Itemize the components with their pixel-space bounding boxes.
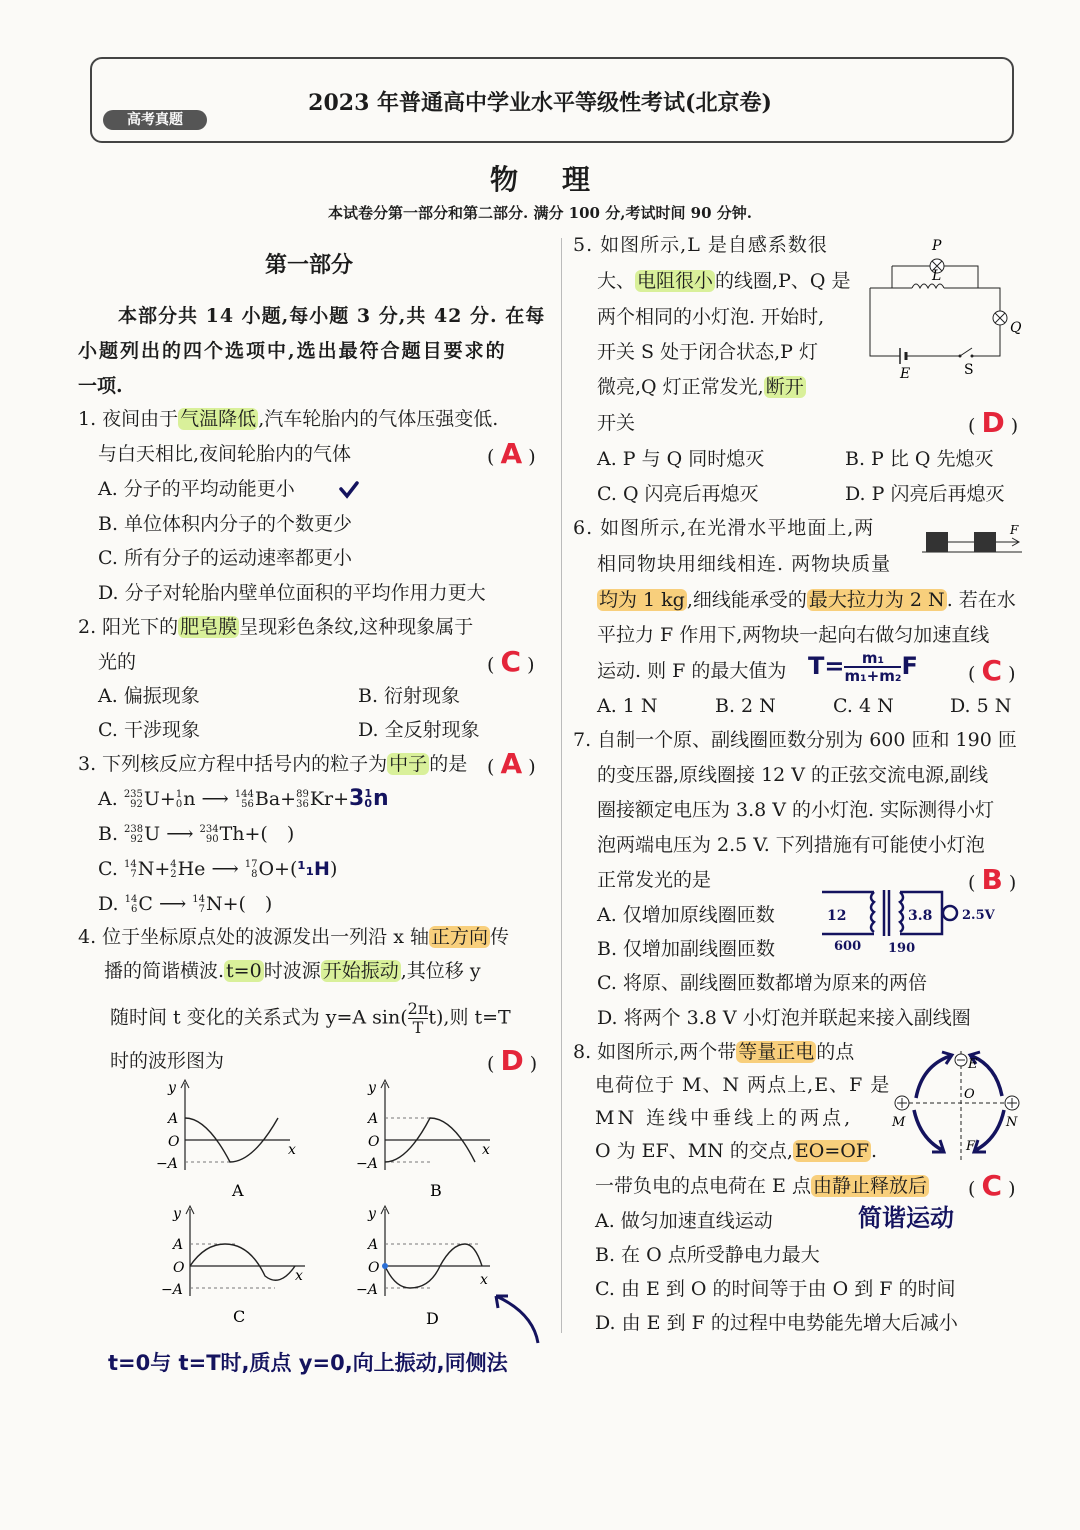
q1-option-a: A. 分子的平均动能更小 <box>98 478 295 500</box>
part-intro-1: 本部分共 14 小题,每小题 3 分,共 42 分. 在每 <box>118 305 546 327</box>
svg-text:−A: −A <box>356 1282 378 1298</box>
svg-text:y: y <box>368 1080 376 1096</box>
q6-stem-1: 6. 如图所示,在光滑水平地面上,两 <box>573 517 875 539</box>
svg-text:−A: −A <box>161 1282 183 1298</box>
subject-title: 物理 <box>489 163 634 196</box>
svg-text:x: x <box>482 1142 490 1158</box>
svg-text:12: 12 <box>827 908 847 924</box>
svg-text:x: x <box>480 1272 488 1288</box>
q2-option-c: C. 干涉现象 <box>98 719 200 741</box>
svg-text:A: A <box>368 1237 379 1253</box>
q4-stem-3: 随时间 t 变化的关系式为 y=A $\sin(\frac{2\pi}{T}$ t),则 t=T <box>110 999 511 1037</box>
q5-stem-1: 5. 如图所示,L 是自感系数很 <box>573 234 828 256</box>
q7-stem-2: 的变压器,原线圈接 12 V 的正弦交流电源,副线 <box>597 764 989 786</box>
svg-text:S: S <box>964 362 974 378</box>
q6-option-d: D. 5 N <box>950 695 1012 717</box>
q8-answer: ( C ) <box>968 1169 1016 1202</box>
q6-stem-3: 均为 1 kg ,细线能承受的 最大拉力为 2 N . 若在水 <box>599 589 1016 611</box>
q1-option-c: C. 所有分子的运动速率都更小 <box>98 547 352 569</box>
q2-stem-2: 光的 <box>98 651 137 673</box>
q5-option-c: C. Q 闪亮后再熄灭 <box>597 483 759 505</box>
q8-handwritten-note: 简谐运动 <box>858 1204 954 1232</box>
svg-text:A: A <box>173 1237 184 1253</box>
q2-answer: ( C ) <box>487 645 535 678</box>
check-icon <box>338 480 360 500</box>
q6-handwritten-formula: $T=\frac{\text{m₁}}{\text{m₁+m₂}}$ F <box>808 649 918 685</box>
svg-text:D: D <box>426 1309 439 1328</box>
handwritten-arrow-icon <box>488 1288 548 1348</box>
q5-option-b: B. P 比 Q 先熄灭 <box>845 448 994 470</box>
q7-stem-4: 泡两端电压为 2.5 V. 下列措施有可能使小灯泡 <box>597 834 985 856</box>
q5-stem-2: 大、 电阻很小 的线圈,P、Q 是 <box>597 270 851 292</box>
svg-text:2.5V: 2.5V <box>962 908 995 923</box>
q8-stem-2: 电荷位于 M、N 两点上,E、F 是 <box>595 1074 891 1096</box>
svg-text:N: N <box>1006 1115 1018 1130</box>
q8-option-d: D. 由 E 到 F 的过程中电势能先增大后减小 <box>595 1312 958 1334</box>
svg-text:O: O <box>368 1134 380 1150</box>
q8-stem-3: MN 连线中垂线上的两点, <box>595 1107 854 1129</box>
q2-stem-1: 2. 阳光下的 肥皂膜 呈现彩色条纹,这种现象属于 <box>78 616 474 638</box>
svg-text:C: C <box>233 1307 246 1326</box>
q8-stem-1: 8. 如图所示,两个带 等量正电 的点 <box>573 1041 855 1063</box>
q2-option-d: D. 全反射现象 <box>358 719 480 741</box>
q6-option-b: B. 2 N <box>715 695 776 717</box>
q6-stem-4: 平拉力 F 作用下,两物块一起向右做匀加速直线 <box>597 624 990 646</box>
svg-text:M: M <box>892 1115 906 1130</box>
q7-option-d: D. 将两个 3.8 V 小灯泡并联起来接入副线圈 <box>597 1007 971 1029</box>
q6-stem-5: 运动. 则 F 的最大值为 <box>597 660 787 682</box>
q7-option-a: A. 仅增加原线圈匝数 <box>597 904 775 926</box>
q3-stem: 3. 下列核反应方程中括号内的粒子为 中子 的是 <box>78 753 468 775</box>
q4-stem-4: 时的波形图为 <box>110 1050 225 1072</box>
svg-text:A: A <box>168 1111 179 1127</box>
q6-option-a: A. 1 N <box>597 695 658 717</box>
svg-text:A: A <box>368 1111 379 1127</box>
q3-option-a: A. 235 92U+1 0n ⟶ 144 56Ba+89 36Kr+31 0n <box>98 786 389 811</box>
q3-option-b: B. 238 92U ⟶ 234 90Th+( ) <box>98 823 295 845</box>
q1-stem-2: 与白天相比,夜间轮胎内的气体 <box>98 443 352 465</box>
svg-text:B: B <box>430 1181 442 1200</box>
q7-option-c: C. 将原、副线圈匝数都增为原来的两倍 <box>597 972 927 994</box>
wave-graph-c <box>155 1204 315 1329</box>
q8-option-c: C. 由 E 到 O 的时间等于由 O 到 F 的时间 <box>595 1278 956 1300</box>
q5-stem-5: 微亮,Q 灯正常发光, 断开 <box>597 376 804 398</box>
svg-text:O: O <box>368 1260 380 1276</box>
q4-handwritten-note: t=0与 t=T时,质点 y=0,向上振动,同侧法 <box>108 1351 508 1375</box>
svg-text:A: A <box>232 1181 244 1200</box>
svg-text:O: O <box>168 1134 180 1150</box>
q2-option-a: A. 偏振现象 <box>98 685 200 707</box>
wave-graph-b <box>350 1078 510 1203</box>
q6-answer: ( C ) <box>968 654 1016 687</box>
q8-stem-5: 一带负电的点电荷在 E 点 由静止释放后 <box>595 1175 927 1197</box>
svg-text:E: E <box>968 1057 978 1072</box>
q5-stem-4: 开关 S 处于闭合状态,P 灯 <box>597 341 818 363</box>
svg-text:O: O <box>173 1260 185 1276</box>
q3-option-d: D. 14 6C ⟶ 14 7N+( ) <box>98 893 273 915</box>
svg-text:x: x <box>295 1268 303 1284</box>
q7-handwritten-transformer <box>812 886 1022 956</box>
q7-stem-5: 正常发光的是 <box>597 869 712 891</box>
part-intro-2: 小题列出的四个选项中,选出最符合题目要求的 <box>78 340 507 362</box>
svg-text:F: F <box>1010 523 1019 537</box>
svg-text:y: y <box>368 1206 376 1222</box>
q5-stem-3: 两个相同的小灯泡. 开始时, <box>597 306 825 328</box>
q7-option-b: B. 仅增加副线圈匝数 <box>597 938 776 960</box>
svg-text:190: 190 <box>888 941 916 956</box>
badge: 高考真题 <box>103 110 207 130</box>
column-divider <box>561 238 562 1333</box>
wave-graph-a <box>150 1078 310 1203</box>
q4-stem-1: 4. 位于坐标原点处的波源发出一列沿 x 轴 正方向 传 <box>78 926 509 948</box>
q1-option-d: D. 分子对轮胎内壁单位面积的平均作用力更大 <box>98 582 486 604</box>
q5-answer: ( D ) <box>968 406 1019 439</box>
svg-text:x: x <box>288 1142 296 1158</box>
q7-answer: ( B ) <box>968 863 1017 896</box>
q6-stem-2: 相同物块用细线相连. 两物块质量 <box>597 553 892 575</box>
svg-text:P: P <box>932 238 942 254</box>
q6-option-c: C. 4 N <box>833 695 894 717</box>
svg-text:3.8: 3.8 <box>908 908 933 924</box>
q6-blocks-diagram <box>922 522 1022 562</box>
svg-text:−A: −A <box>356 1156 378 1172</box>
svg-text:Q: Q <box>1010 320 1022 336</box>
q4-answer: ( D ) <box>487 1044 538 1077</box>
q3-answer: ( A ) <box>487 747 536 780</box>
q8-charges-diagram <box>892 1046 1027 1176</box>
q5-option-d: D. P 闪亮后再熄灭 <box>845 483 1005 505</box>
q8-option-a: A. 做匀加速直线运动 <box>595 1210 773 1232</box>
q1-answer: ( A ) <box>487 437 536 470</box>
svg-text:L: L <box>932 268 942 284</box>
exam-note: 本试卷分第一部分和第二部分. 满分 100 分,考试时间 90 分钟. <box>328 204 752 222</box>
q7-stem-1: 7. 自制一个原、副线圈匝数分别为 600 匝和 190 匝 <box>573 729 1017 751</box>
part-intro-3: 一项. <box>78 375 123 397</box>
q7-stem-3: 圈接额定电压为 3.8 V 的小灯泡. 实际测得小灯 <box>597 799 995 821</box>
q4-stem-2: 播的简谐横波. t=0 时波源 开始振动 ,其位移 y <box>104 960 481 982</box>
q1-stem-1: 1. 夜间由于 气温降低 ,汽车轮胎内的气体压强变低. <box>78 408 499 430</box>
q5-option-a: A. P 与 Q 同时熄灭 <box>597 448 765 470</box>
q8-stem-4: O 为 EF、MN 的交点, EO=OF . <box>595 1140 878 1162</box>
exam-title: 2023 年普通高中学业水平等级性考试(北京卷) <box>308 90 772 116</box>
q5-stem-6: 开关 <box>597 412 636 434</box>
q8-option-b: B. 在 O 点所受静电力最大 <box>595 1244 820 1266</box>
q5-circuit-diagram <box>860 236 1030 381</box>
part-title: 第一部分 <box>265 252 354 278</box>
svg-text:O: O <box>964 1087 975 1102</box>
q2-option-b: B. 衍射现象 <box>358 685 461 707</box>
svg-text:600: 600 <box>834 939 862 954</box>
svg-text:y: y <box>168 1080 176 1096</box>
svg-text:−A: −A <box>156 1156 178 1172</box>
svg-text:y: y <box>173 1206 181 1222</box>
svg-text:E: E <box>900 366 911 382</box>
svg-text:F: F <box>966 1139 976 1154</box>
q1-option-b: B. 单位体积内分子的个数更少 <box>98 513 353 535</box>
q3-option-c: C. 14 7N+4 2He ⟶ 17 8O+(¹₁H) <box>98 858 338 880</box>
